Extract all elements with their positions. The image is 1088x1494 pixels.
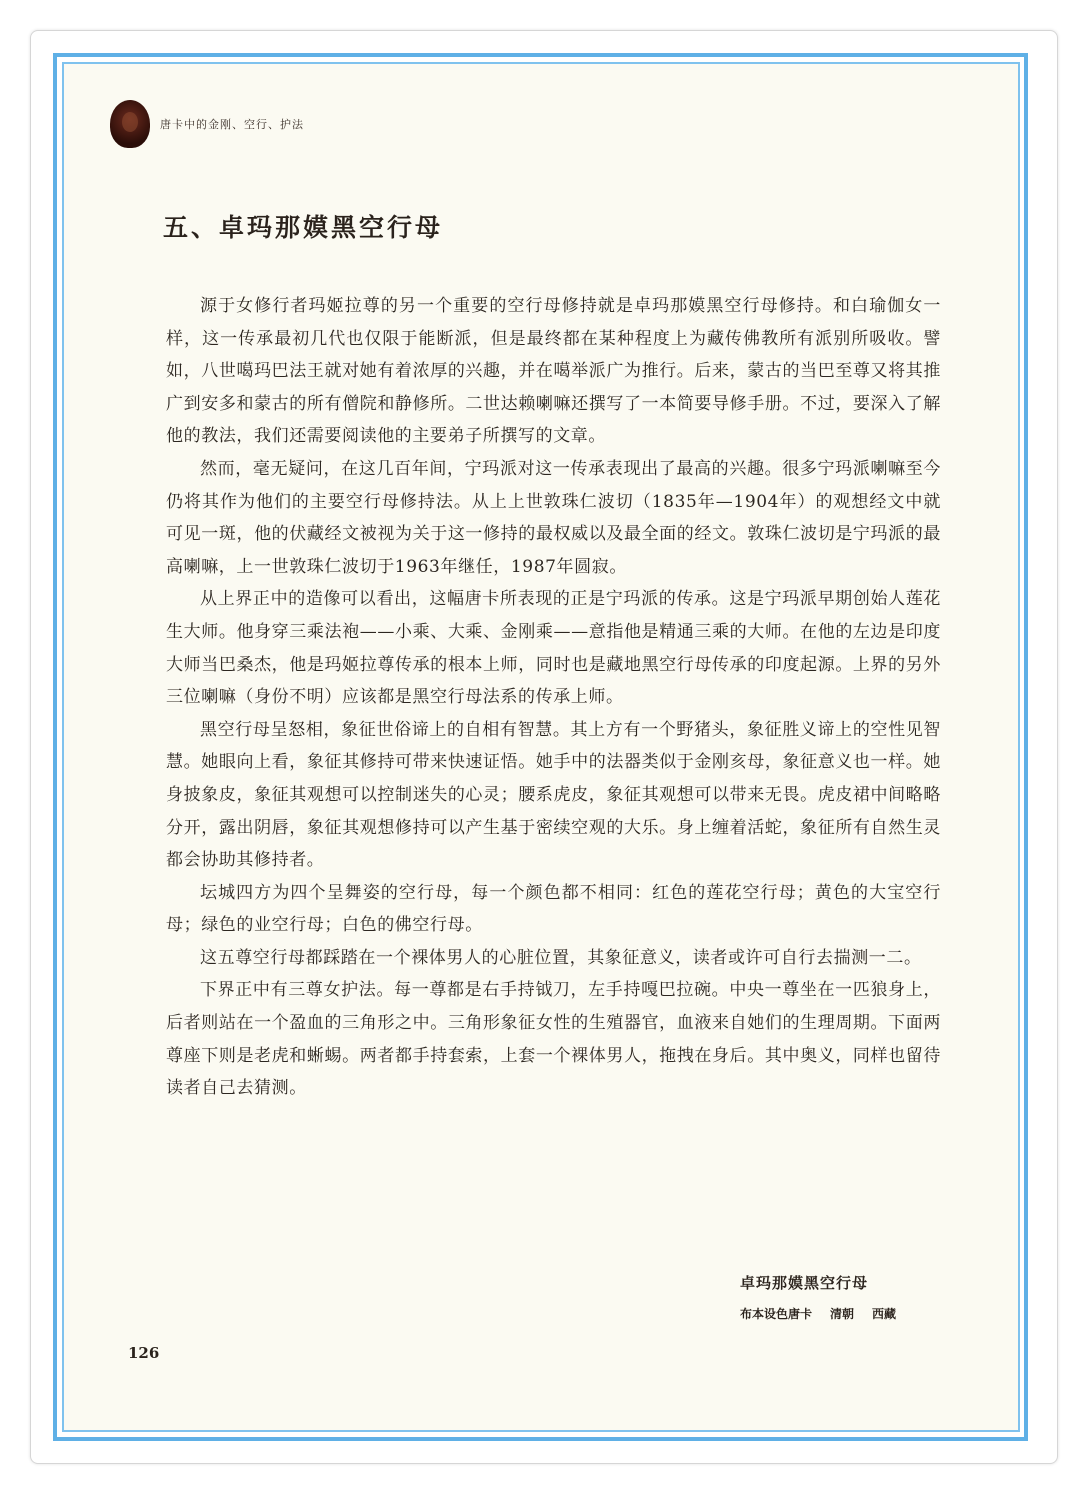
caption-details bbox=[740, 1305, 940, 1322]
paragraph: 然而，毫无疑问，在这几百年间，宁玛派对这一传承表现出了最高的兴趣。很多宁玛派喇嘛至今仍将其作为他们的主要空行母修持法。从上上世敦珠仁波切（1835年—1904年）的观想经文中就可见一斑，他的伏藏经文被视为关于这一修持的最权威以及最全面的经文。敦珠仁波切是宁玛派的最高喇嘛，上一世敦珠仁波切于1963年继任，1987年圆寂。 bbox=[166, 458, 941, 577]
body-text bbox=[166, 290, 941, 1105]
running-head bbox=[110, 100, 304, 148]
tangka-medallion-icon bbox=[110, 100, 150, 148]
figure-caption bbox=[740, 1272, 940, 1322]
caption-region: 西藏 bbox=[872, 1307, 897, 1321]
section-title: 五、卓玛那嫫黑空行母 bbox=[163, 213, 444, 242]
caption-title: 卓玛那嫫黑空行母 bbox=[740, 1274, 869, 1292]
paragraph: 黑空行母呈怒相，象征世俗谛上的自相有智慧。其上方有一个野猪头，象征胜义谛上的空性见智慧。她眼向上看，象征其修持可带来快速证悟。她手中的法器类似于金刚亥母，象征意义也一样。她身披象皮，象征其观想可以控制迷失的心灵；腰系虎皮，象征其观想可以带来无畏。虎皮裙中间略略分开，露出阴唇，象征其观想修持可以产生基于密续空观的大乐。身上缠着活蛇，象征所有自然生灵都会协助其修持者。 bbox=[166, 719, 941, 871]
page-number: 126 bbox=[128, 1344, 160, 1362]
caption-dynasty: 清朝 bbox=[830, 1307, 855, 1321]
paragraph: 这五尊空行母都踩踏在一个裸体男人的心脏位置，其象征意义，读者或许可自行去揣测一二。 bbox=[200, 947, 922, 968]
paragraph: 下界正中有三尊女护法。每一尊都是右手持钺刀，左手持嘎巴拉碗。中央一尊坐在一匹狼身上，后者则站在一个盈血的三角形之中。三角形象征女性的生殖器官，血液来自她们的生理周期。下面两尊座下则是老虎和蜥蜴。两者都手持套索，上套一个裸体男人，拖拽在身后。其中奥义，同样也留待读者自己去猜测。 bbox=[166, 980, 941, 1099]
paragraph: 从上界正中的造像可以看出，这幅唐卡所表现的正是宁玛派的传承。这是宁玛派早期创始人莲花生大师。他身穿三乘法袍——小乘、大乘、金刚乘——意指他是精通三乘的大师。在他的左边是印度大师当巴桑杰，他是玛姬拉尊传承的根本上师，同时也是藏地黑空行母传承的印度起源。上界的另外三位喇嘛（身份不明）应该都是黑空行母法系的传承上师。 bbox=[166, 589, 941, 708]
running-head-text: 唐卡中的金刚、空行、护法 bbox=[160, 118, 304, 131]
paragraph: 源于女修行者玛姬拉尊的另一个重要的空行母修持就是卓玛那嫫黑空行母修持。和白瑜伽女一样，这一传承最初几代也仅限于能断派，但是最终都在某种程度上为藏传佛教所有派别所吸收。譬如，八世噶玛巴法王就对她有着浓厚的兴趣，并在噶举派广为推行。后来，蒙古的当巴至尊又将其推广到安多和蒙古的所有僧院和静修所。二世达赖喇嘛还撰写了一本简要导修手册。不过，要深入了解他的教法，我们还需要阅读他的主要弟子所撰写的文章。 bbox=[166, 296, 941, 447]
paragraph: 坛城四方为四个呈舞姿的空行母，每一个颜色都不相同：红色的莲花空行母；黄色的大宝空行母；绿色的业空行母；白色的佛空行母。 bbox=[166, 882, 941, 936]
caption-medium: 布本设色唐卡 bbox=[740, 1307, 813, 1321]
